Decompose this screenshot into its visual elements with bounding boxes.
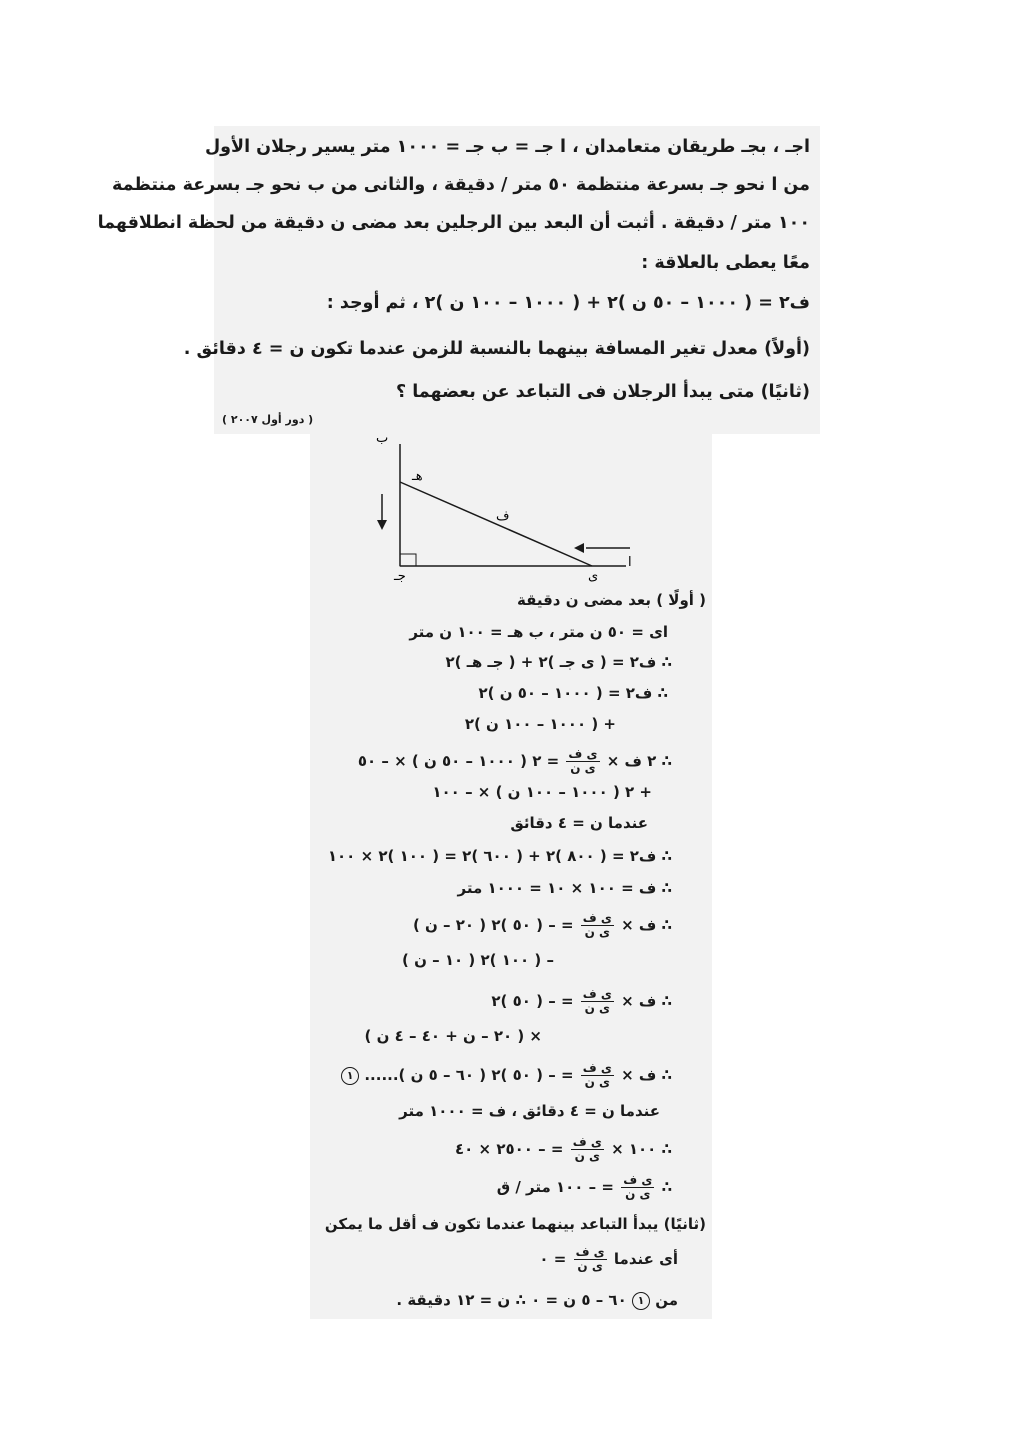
derivative-fraction (581, 912, 614, 939)
problem-line-3: ١٠٠ متر / دقيقة . أثبت أن البعد بين الرجلين بعد مضى ن دقيقة من لحظة انطلاقهما (97, 213, 810, 233)
derivative-fraction (581, 988, 614, 1015)
derivative-fraction (571, 1136, 604, 1163)
fraction-numerator: ى ف (582, 1061, 612, 1075)
problem-line-1: اجـ ، بجـ طريقان متعامدان ، ا جـ = ب جـ = ١٠٠٠ متر يسير رجلان الأول (204, 137, 810, 157)
label-b: ب (376, 434, 389, 446)
fraction-numerator: ى ف (582, 911, 612, 925)
solution-line-9: ∴ ف = ١٠٠ × ١٠ = ١٠٠٠ متر (457, 879, 672, 897)
solution-heading-1: ( أولًا ) بعد مضى ن دقيقة (516, 591, 706, 609)
fraction-denominator: ى ن (584, 1075, 611, 1089)
left-arrow-icon (574, 543, 584, 553)
label-h: هـ (412, 469, 423, 484)
solution-line-10 (413, 912, 672, 939)
solution-line-16 (455, 1136, 672, 1163)
solution-line-7: عندما ن = ٤ دقائق (510, 814, 648, 832)
problem-line-5: ف٢ = ( ١٠٠٠ – ٥٠ ن )٢ + ( ١٠٠٠ – ١٠٠ ن )٢ ، ثم أوجد : (326, 293, 810, 313)
problem-line-7: (ثانيًا) متى يبدأ الرجلان فى التباعد عن بعضهما ؟ (395, 382, 810, 402)
solution-line-18 (539, 1246, 678, 1273)
fraction-denominator: ى ن (577, 1259, 603, 1273)
fraction-numerator: ى ف (572, 1135, 602, 1149)
solution-line-14-lhs: ∴ ف × (621, 1066, 672, 1084)
solution-line-19 (396, 1290, 678, 1310)
solution-line-5 (358, 748, 672, 775)
fraction-denominator: ى ن (570, 761, 596, 775)
solution-line-3: ∴ ف٢ = ( ١٠٠٠ – ٥٠ ن )٢ (478, 684, 668, 702)
solution-line-18-rhs: = ٠ (539, 1250, 567, 1268)
solution-line-2: ∴ ف٢ = ( ى جـ )٢ + ( جـ هـ )٢ (445, 653, 672, 671)
solution-line-4: + ( ١٠٠٠ – ١٠٠ ن )٢ (464, 715, 616, 733)
solution-line-17-lhs: ∴ (661, 1178, 672, 1196)
solution-line-5-lhs: ∴ ٢ ف × (606, 752, 672, 770)
solution-line-18-lhs: أى عندما (613, 1250, 678, 1268)
fraction-denominator: ى ن (584, 1001, 611, 1015)
solution-line-12-rhs: = – ( ٥٠ )٢ (491, 992, 574, 1010)
label-a: ا (628, 555, 632, 570)
solution-line-15: عندما ن = ٤ دقائق ، ف = ١٠٠٠ متر (399, 1102, 660, 1120)
solution-line-10-rhs: = – ( ٥٠ )٢ ( ٢٠ – ن ) (412, 916, 574, 934)
equation-marker-1: ١ (341, 1067, 359, 1085)
solution-line-12-lhs: ∴ ف × (621, 992, 672, 1010)
solution-line-17 (497, 1174, 672, 1201)
right-angle-marker (400, 554, 416, 566)
solution-line-6: + ٢ ( ١٠٠٠ – ١٠٠ ن ) × – ١٠٠ (432, 783, 652, 801)
fraction-numerator: ى ف (568, 747, 598, 761)
derivative-fraction (566, 748, 599, 775)
label-f: ف (496, 509, 510, 524)
equation-marker-1: ١ (632, 1292, 650, 1310)
solution-line-16-lhs: ∴ ١٠٠ × (611, 1140, 672, 1158)
down-arrow-icon (377, 520, 387, 530)
problem-line-4: معًا يعطى بالعلاقة : (641, 253, 810, 273)
fraction-denominator: ى ن (574, 1149, 600, 1163)
solution-line-13: × ( ٢٠ – ن + ٤٠ – ٤ ن ) (364, 1027, 542, 1045)
solution-line-14-rhs: = – ( ٥٠ )٢ ( ٦٠ – ٥ ن )...... (364, 1066, 574, 1084)
solution-line-1: اى = ٥٠ ن متر ، ب هـ = ١٠٠ ن متر (409, 623, 668, 641)
solution-line-19-prefix: من (655, 1291, 678, 1309)
solution-line-12 (491, 988, 672, 1015)
solution-line-19-body: ٦٠ – ٥ ن = ٠ ∴ ن = ١٢ دقيقة . (396, 1291, 627, 1309)
fraction-numerator: ى ف (582, 987, 612, 1001)
right-triangle-diagram (360, 434, 650, 584)
fraction-numerator: ى ف (623, 1173, 653, 1187)
derivative-fraction (621, 1174, 654, 1201)
solution-line-5-rhs: = ٢ ( ١٠٠٠ – ٥٠ ن ) × – ٥٠ (357, 752, 560, 770)
solution-line-16-rhs: = – ٢٥٠٠ × ٤٠ (455, 1140, 564, 1158)
solution-line-17-rhs: = – ١٠٠ متر / ق (496, 1178, 614, 1196)
exam-source: ( دور أول ٢٠٠٧ ) (222, 413, 314, 426)
derivative-fraction (581, 1062, 614, 1089)
problem-line-6: (أولاً) معدل تغير المسافة بينهما بالنسبة للزمن عندما تكون ن = ٤ دقائق . (183, 339, 810, 359)
derivative-fraction (574, 1246, 607, 1273)
solution-line-11: – ( ١٠٠ )٢ ( ١٠ – ن ) (402, 951, 554, 969)
solution-line-8: ∴ ف٢ = ( ٨٠٠ )٢ + ( ٦٠٠ )٢ = ( ١٠٠ )٢ × ١٠٠ (327, 847, 672, 865)
label-c: جـ (394, 569, 406, 584)
distance-segment (400, 482, 592, 566)
fraction-numerator: ى ف (575, 1245, 605, 1259)
fraction-denominator: ى ن (625, 1187, 651, 1201)
fraction-denominator: ى ن (584, 925, 611, 939)
label-d: ى (588, 569, 599, 584)
solution-heading-2: (ثانيًا) يبدأ التباعد بينهما عندما تكون ف أقل ما يمكن (324, 1215, 706, 1233)
problem-line-2: من ا نحو جـ بسرعة منتظمة ٥٠ متر / دقيقة ، والثانى من ب نحو جـ بسرعة منتظمة (111, 175, 810, 195)
solution-line-14 (341, 1062, 672, 1089)
solution-line-10-lhs: ∴ ف × (621, 916, 672, 934)
